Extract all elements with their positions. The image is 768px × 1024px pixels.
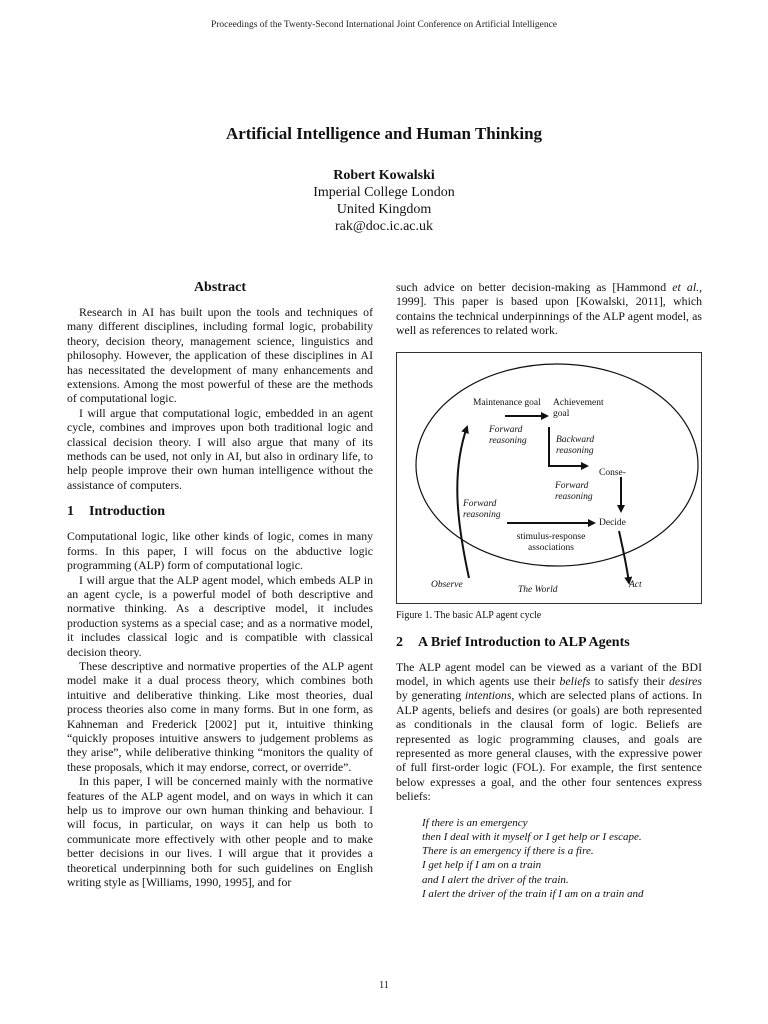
example-line: then I deal with it myself or I get help or I escape. xyxy=(422,830,642,843)
running-header: Proceedings of the Twenty-Second International Joint Conference on Artificial Intelligence xyxy=(210,20,558,30)
arrow-act xyxy=(619,531,629,583)
author-email: rak@doc.ic.ac.uk xyxy=(334,219,433,234)
label-forward-reasoning-top: Forward reasoning xyxy=(489,424,527,446)
intro-paragraph-2: I will argue that the ALP agent model, which embeds ALP in an agent cycle, is a powerful model of both descriptive and normative thinking. As a descriptive model, it includes production systems as a special case; and as a normative model, it includes classical logic and is compatible with classical decision theory. xyxy=(67,572,373,659)
label-conse: Conse- xyxy=(599,467,626,478)
section-2-number: 2 xyxy=(396,634,403,650)
label-the-world: The World xyxy=(518,584,558,595)
example-line: I alert the driver of the train if I am on a train and xyxy=(422,887,644,900)
label-observe: Observe xyxy=(431,579,463,590)
section-2-title: A Brief Introduction to ALP Agents xyxy=(418,634,630,650)
left-column xyxy=(67,280,373,889)
page-number: 11 xyxy=(379,980,389,991)
intro-paragraph-1: Computational logic, like other kinds of logic, comes in many forms. In this paper, I will focus on the abductive logic programming (ALP) form of computational logic. xyxy=(67,529,373,573)
label-achievement-goal: Achievement goal xyxy=(553,397,604,419)
label-forward-reasoning-mid: Forward reasoning xyxy=(555,480,593,502)
section-2-heading xyxy=(396,635,702,651)
abstract-paragraph-1: Research in AI has built upon the tools and techniques of many different disciplines, including formal logic, probability theory, decision theory, management science, linguistics and philosophy. However, the application of these disciplines in AI has necessitated the development of many enhancements and extensions. Among the most powerful of these are the methods of computational logic. xyxy=(67,305,373,406)
section-2-paragraph-1: The ALP agent model can be viewed as a variant of the BDI model, in which agents use their beliefs to satisfy their desires by generating intentions, which are selected plans of actions. In ALP agents, beliefs and desires (or goals) are both represented as conditionals in the clausal form of logic. Beliefs are represented as logic programming clauses, and goals are represented as more general clauses, with the expressive power of full first-order logic (FOL). For example, the first sentence below expresses a goal, and the other four sentences express beliefs: xyxy=(396,659,702,804)
example-line: and I alert the driver of the train. xyxy=(422,873,569,886)
figure-caption: Figure 1. The basic ALP agent cycle xyxy=(396,609,542,621)
abstract-paragraph-2: I will argue that computational logic, embedded in an agent cycle, combines and improves upon both traditional logic and classical decision theory. I will also argue that many of its methods can be used, not only in AI, but also in ordinary life, to help people improve their own human intelligence without the assistance of computers. xyxy=(67,405,373,492)
section-1-number: 1 xyxy=(67,504,74,520)
label-stimulus-response: stimulus-response associations xyxy=(516,531,586,553)
figure-alp-agent-cycle xyxy=(396,352,702,604)
author-name: Robert Kowalski xyxy=(333,168,435,183)
example-sentences xyxy=(396,816,702,901)
example-line: If there is an emergency xyxy=(422,816,528,829)
right-column xyxy=(396,280,702,901)
section-1-title: Introduction xyxy=(89,504,165,520)
label-maintenance-goal: Maintenance goal xyxy=(473,397,541,408)
author-country: United Kingdom xyxy=(336,202,432,217)
continued-paragraph: such advice on better decision-making as [Hammond et al., 1999]. This paper is based upon [Kowalski, 2011], which contains the technical underpinnings of the ALP agent model, as well as references to related work. xyxy=(396,280,703,338)
example-line: I get help if I am on a train xyxy=(422,859,542,872)
author-block xyxy=(0,167,768,235)
abstract-heading: Abstract xyxy=(193,280,247,295)
intro-paragraph-3: These descriptive and normative properties of the ALP agent model make it a dual process theory, which combines both intuitive and deliberative thinking. Like most theories, dual process theories also come in many forms. But in one form, as Kahneman and Frederick [2002] put it, intuitive thinking “quickly proposes intuitive answers to judgement problems as they arise”, while deliberative thinking “monitors the quality of these proposals, which it may endorse, correct, or override”. xyxy=(67,658,373,774)
label-decide: Decide xyxy=(599,517,626,528)
alp-cycle-diagram xyxy=(397,353,703,605)
intro-paragraph-4: In this paper, I will be concerned mainly with the normative features of the ALP agent model, and on ways in which it can help us to improve our own human thinking and behaviour. I will focus, in particular, on ways it can help us both to communicate more effectively with other people and to make better decisions in our lives. I will argue that it provides a theoretical underpinning both for such guidelines on English writing style as [Williams, 1990, 1995], and for xyxy=(67,774,373,890)
section-1-heading xyxy=(67,504,373,520)
label-forward-reasoning-left: Forward reasoning xyxy=(463,498,501,520)
label-act: Act xyxy=(629,579,642,590)
paper-title: Artificial Intelligence and Human Thinking xyxy=(225,124,543,143)
author-affiliation: Imperial College London xyxy=(313,185,455,200)
example-line: There is an emergency if there is a fire. xyxy=(422,845,594,858)
label-backward-reasoning: Backward reasoning xyxy=(556,434,595,456)
